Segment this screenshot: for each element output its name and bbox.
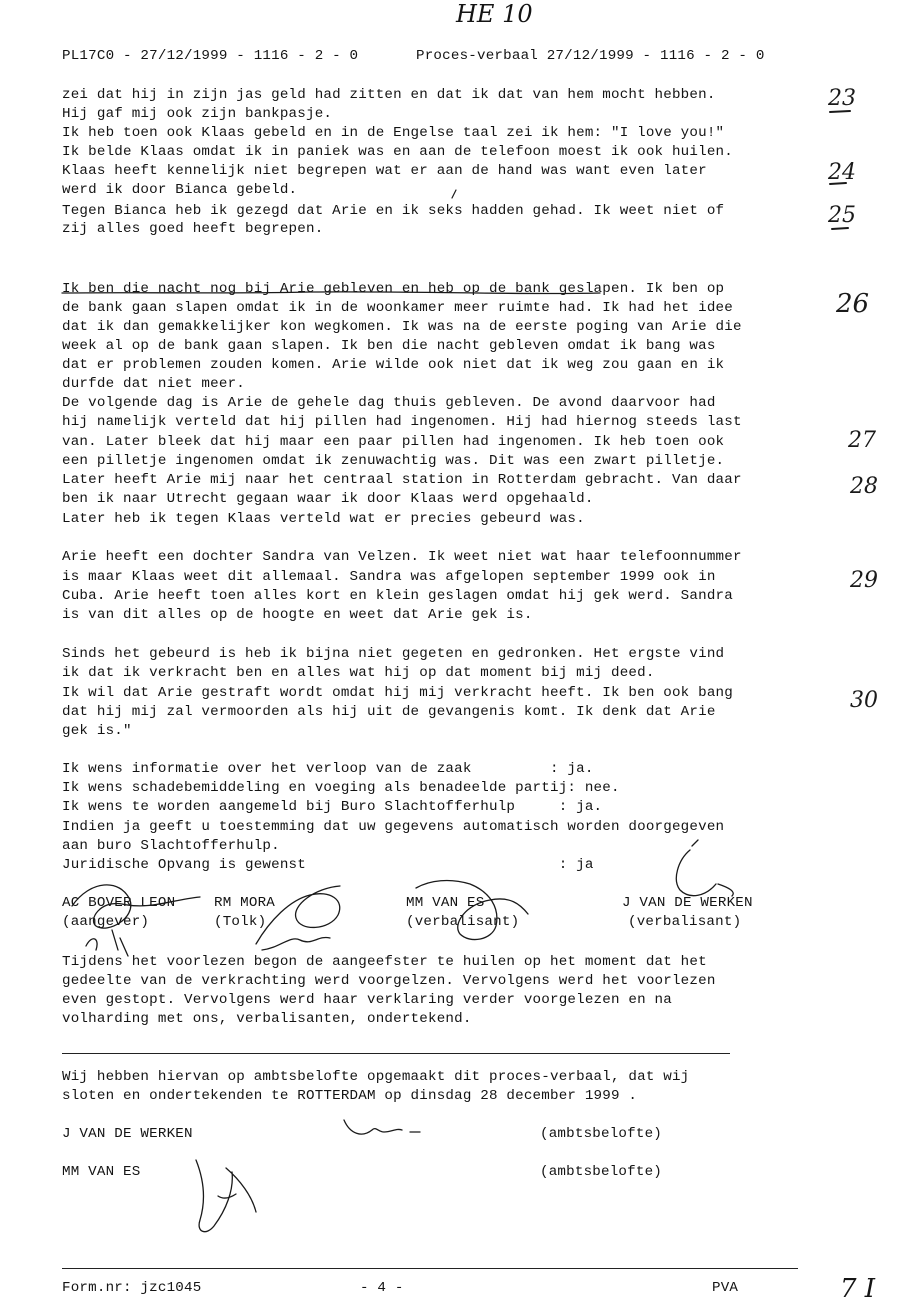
text-line: Tijdens het voorlezen begon de aangeefster te huilen op het moment dat het [62, 954, 707, 970]
text-line: Tegen Bianca heb ik gezegd dat Arie en ik seks hadden gehad. Ik weet niet of [62, 203, 725, 219]
text-line: Ik wil dat Arie gestraft wordt omdat hij mij verkracht heeft. Ik ben ook bang [62, 685, 733, 701]
margin-number: 28 [850, 474, 878, 499]
text-line: durfde dat niet meer. [62, 376, 245, 392]
form-code: PVA [712, 1280, 739, 1296]
pen-tick [452, 190, 456, 198]
officer-oath: (ambtsbelofte) [540, 1126, 662, 1142]
signatory-name: RM MORA [214, 895, 275, 911]
signature-verbalisant-1 [416, 881, 528, 940]
wish-line: Ik wens informatie over het verloop van de zaak : ja. [62, 761, 594, 777]
text-line: Later heb ik tegen Klaas verteld wat er precies gebeurd was. [62, 511, 585, 527]
wish-line: Indien ja geeft u toestemming dat uw gegevens automatisch worden doorgegeven [62, 819, 725, 835]
signatory-name: MM VAN ES [406, 895, 485, 911]
wish-line: Juridische Opvang is gewenst : ja [62, 857, 594, 873]
text-line: werd ik door Bianca gebeld. [62, 182, 298, 198]
text-line: volharding met ons, verbalisanten, ondertekend. [62, 1011, 472, 1027]
sentence-underline [62, 292, 600, 294]
margin-underline [830, 183, 846, 184]
text-line: dat ik dan gemakkelijker kon wegkomen. Ik was na de eerste poging van Arie die [62, 319, 742, 335]
margin-underline [830, 111, 850, 112]
text-line: Later heeft Arie mij naar het centraal station in Rotterdam gebracht. Van daar [62, 472, 742, 488]
wish-line: Ik wens schadebemiddeling en voeging als benadeelde partij: nee. [62, 780, 620, 796]
signature-officer-2 [196, 1160, 256, 1232]
text-line: De volgende dag is Arie de gehele dag thuis gebleven. De avond daarvoor had [62, 395, 716, 411]
signature-officer-1 [344, 1120, 420, 1134]
officer-name: J VAN DE WERKEN [62, 1126, 193, 1142]
text-line: Ik heb toen ook Klaas gebeld en in de Engelse taal zei ik hem: "I love you!" [62, 125, 725, 141]
margin-number: 26 [836, 289, 870, 319]
handwritten-page-mark: HE 10 [456, 0, 533, 28]
officer-oath: (ambtsbelofte) [540, 1164, 662, 1180]
signatory-role: (Tolk) [214, 914, 267, 930]
text-line: week al op de bank gaan slapen. Ik ben die nacht gebleven omdat ik bang was [62, 338, 716, 354]
margin-underline [832, 228, 848, 229]
text-line: even gestopt. Vervolgens werd haar verklaring verder voorgelezen en na [62, 992, 672, 1008]
text-line: Hij gaf mij ook zijn bankpasje. [62, 106, 333, 122]
text-line: een pilletje ingenomen omdat ik zenuwachtig was. Dit was een zwart pilletje. [62, 453, 725, 469]
text-line: is van dit alles op de hoogte en weet dat Arie gek is. [62, 607, 533, 623]
text-line: is maar Klaas weet dit allemaal. Sandra was afgelopen september 1999 ook in [62, 569, 716, 585]
text-line: ik dat ik verkracht ben en alles wat hij op dat moment bij mij deed. [62, 665, 655, 681]
header-right: Proces-verbaal 27/12/1999 - 1116 - 2 - 0 [416, 48, 765, 64]
handwritten-page-number: 7 I [840, 1274, 876, 1304]
wish-line: Ik wens te worden aangemeld bij Buro Slachtofferhulp : ja. [62, 799, 603, 815]
signature-tolk [256, 886, 340, 950]
text-line: de bank gaan slapen omdat ik in de woonkamer meer ruimte had. Ik had het idee [62, 300, 733, 316]
margin-number: 30 [850, 688, 878, 713]
text-line: Wij hebben hiervan op ambtsbelofte opgemaakt dit proces-verbaal, dat wij [62, 1069, 690, 1085]
signature-aangever [72, 885, 200, 956]
officer-name: MM VAN ES [62, 1164, 141, 1180]
text-line: sloten en ondertekenden te ROTTERDAM op dinsdag 28 december 1999 . [62, 1088, 638, 1104]
margin-number: 29 [850, 568, 878, 593]
signature-verbalisant-2 [676, 840, 733, 896]
wish-line: aan buro Slachtofferhulp. [62, 838, 280, 854]
signatory-role: (aangever) [62, 914, 150, 930]
text-line: gedeelte van de verkrachting werd voorgelzen. Vervolgens werd het voorlezen [62, 973, 716, 989]
text-line: Arie heeft een dochter Sandra van Velzen. Ik weet niet wat haar telefoonnummer [62, 549, 742, 565]
text-line: Sinds het gebeurd is heb ik bijna niet gegeten en gedronken. Het ergste vind [62, 646, 725, 662]
signatory-role: (verbalisant) [628, 914, 742, 930]
text-line: gek is." [62, 723, 132, 739]
signatory-name: J VAN DE WERKEN [622, 895, 753, 911]
signatory-name: AC BOVER LEON [62, 895, 176, 911]
text-line: zei dat hij in zijn jas geld had zitten en dat ik dat van hem mocht hebben. [62, 87, 716, 103]
text-line: Klaas heeft kennelijk niet begrepen wat er aan de hand was want even later [62, 163, 707, 179]
margin-number: 27 [848, 428, 876, 453]
text-line: hij namelijk verteld dat hij pillen had ingenomen. Hij had hiernog steeds last [62, 414, 742, 430]
form-number: Form.nr: jzc1045 [62, 1280, 202, 1296]
page-number: - 4 - [360, 1280, 404, 1296]
margin-number: 23 [828, 86, 856, 111]
text-line: dat er problemen zouden komen. Arie wilde ook niet dat ik weg zou gaan en ik [62, 357, 725, 373]
text-line: Ik belde Klaas omdat ik in paniek was en aan de telefoon moest ik ook huilen. [62, 144, 733, 160]
margin-number: 25 [828, 203, 856, 228]
text-line-underlined: Ik ben die nacht nog bij Arie gebleven en heb op de bank geslapen. Ik ben op [62, 281, 725, 297]
signatory-role: (verbalisant) [406, 914, 520, 930]
text-line: Cuba. Arie heeft toen alles kort en klein geslagen omdat hij gek werd. Sandra [62, 588, 733, 604]
header-left: PL17C0 - 27/12/1999 - 1116 - 2 - 0 [62, 48, 359, 64]
text-line: zij alles goed heeft begrepen. [62, 221, 324, 237]
text-line: van. Later bleek dat hij maar een paar pillen had ingenomen. Ik heb toen ook [62, 434, 725, 450]
margin-number: 24 [828, 160, 856, 185]
text-line: ben ik naar Utrecht gegaan waar ik door Klaas werd opgehaald. [62, 491, 594, 507]
text-line: dat hij mij zal vermoorden als hij uit de gevangenis komt. Ik denk dat Arie [62, 704, 716, 720]
